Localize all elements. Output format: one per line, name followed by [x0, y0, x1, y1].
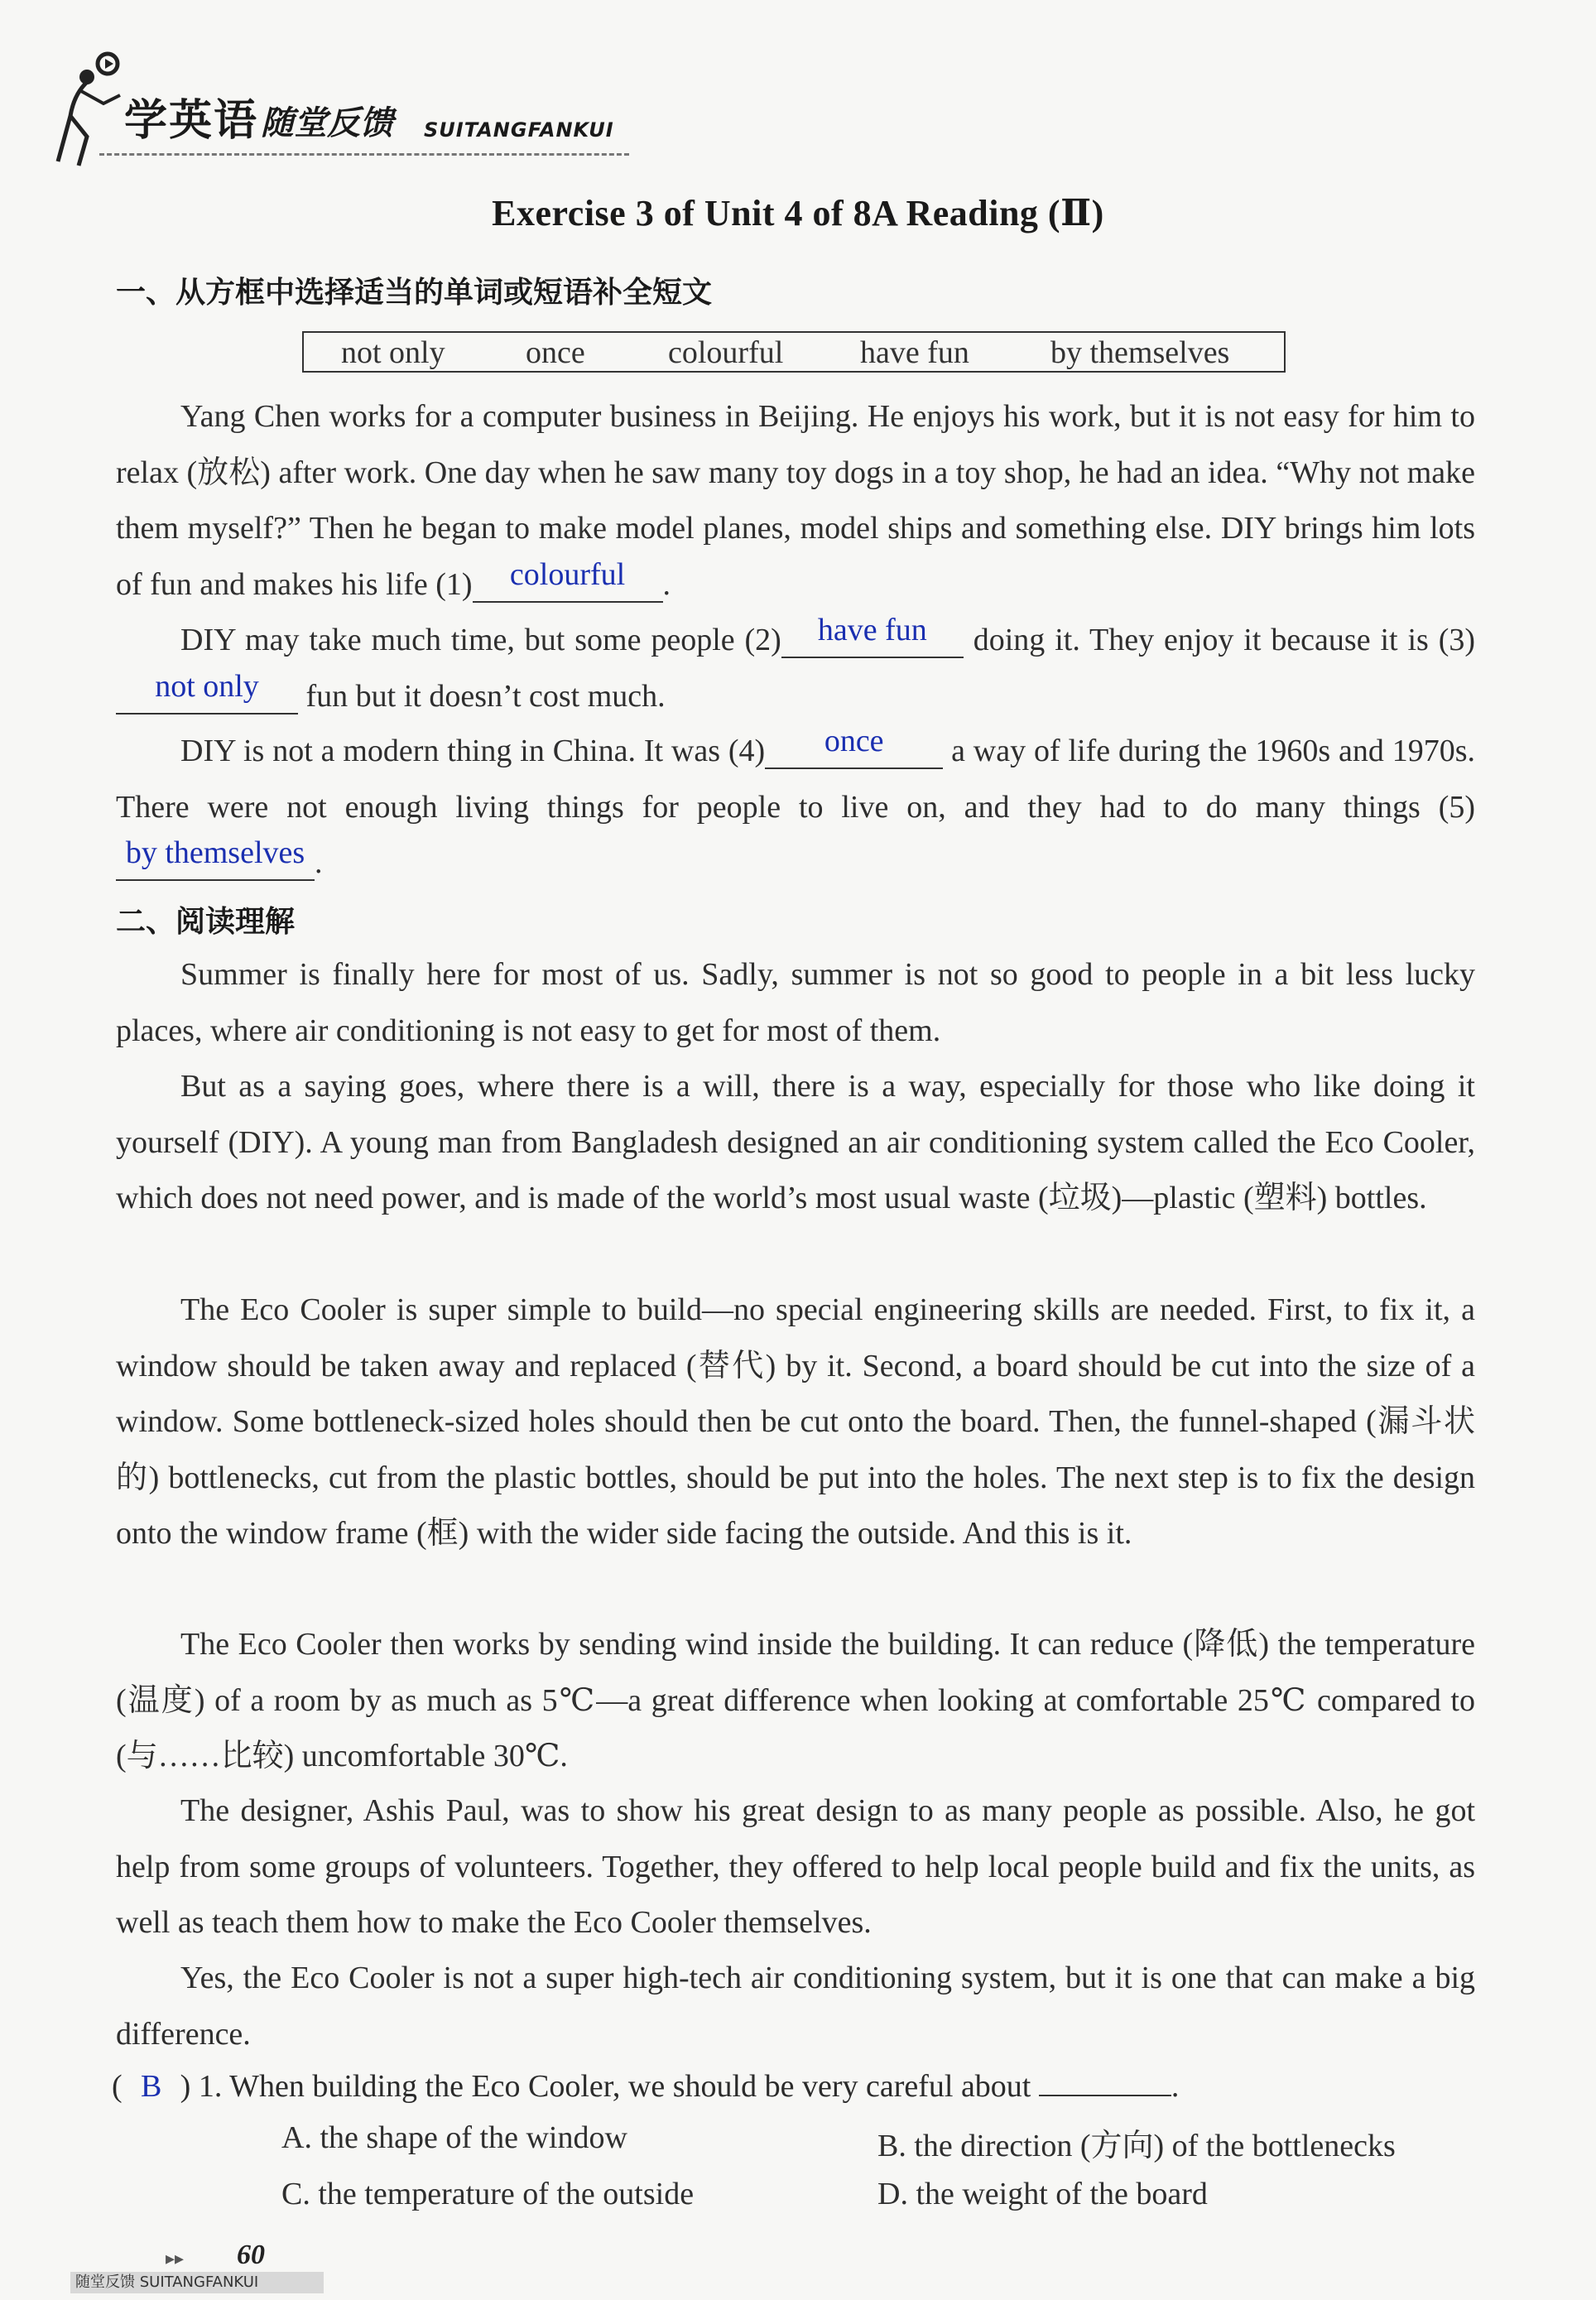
- answer-4: once: [824, 724, 884, 758]
- word-bank-item: once: [526, 335, 585, 370]
- option-c[interactable]: C. the temperature of the outside: [281, 2177, 695, 2211]
- reading-paragraph-1: Summer is finally here for most of us. Sadly, summer is not so good to people in a bit less lucky places, where air conditioning is not easy to get for most of them.: [116, 957, 1475, 1048]
- option-b[interactable]: B. the direction (方向) of the bottlenecks: [877, 2129, 1396, 2163]
- logo-divider: [99, 153, 629, 156]
- page-number: 60: [237, 2240, 265, 2270]
- passage1-paragraph1: Yang Chen works for a computer business in Beijing. He enjoys his work, but it is not easy for him to relax (放松) after work. One day when he saw many toy dogs in a toy shop, he had an idea. “Why not make them myself?” Then he began to make model planes, model ships and something else. DIY brings him lots of fun and makes his life (1) colourful .: [116, 399, 1475, 602]
- option-d[interactable]: D. the weight of the board: [877, 2177, 1208, 2211]
- logo-main-text: 学英语: [124, 96, 259, 146]
- word-bank-item: not only: [341, 335, 445, 370]
- word-bank-item: colourful: [668, 335, 784, 370]
- footer-strip: 随堂反馈 SUITANGFANKUI: [70, 2272, 324, 2293]
- word-bank-item: by themselves: [1050, 335, 1230, 370]
- logo-sub-text: 随堂反馈: [261, 104, 393, 142]
- reading-paragraph-6: Yes, the Eco Cooler is not a super high-tech air conditioning system, but it is one that can make a big difference.: [116, 1961, 1475, 2052]
- answer-blank-2: [781, 613, 964, 658]
- reading-paragraph-4: The Eco Cooler then works by sending wind inside the building. It can reduce (降低) the temperature (温度) of a room by as much as 5℃—a great difference when looking at comfortable 25℃ compared to (与……比较) uncomfortable 30℃.: [116, 1627, 1475, 1773]
- section2-heading: 二、阅读理解: [116, 905, 296, 939]
- reading-paragraph-5: The designer, Ashis Paul, was to show his great design to as many people as possible. Also, he got help from some groups of volunteers. Together, they offered to help local people build and fix the units, as well as teach them how to make the Eco Cooler themselves.: [116, 1793, 1475, 1940]
- runner-icon: [41, 46, 132, 170]
- question-1-text: 1. When building the Eco Cooler, we should be very careful about: [198, 2069, 1031, 2104]
- answer-5: by themselves: [125, 835, 305, 870]
- footer-arrow-icon: ▸▸: [166, 2248, 185, 2269]
- answer-blank-3: [116, 668, 298, 715]
- option-a[interactable]: A. the shape of the window: [281, 2120, 627, 2155]
- reading-paragraph-2: But as a saying goes, where there is a will, there is a way, especially for those who like doing it yourself (DIY). A young man from Bangladesh designed an air conditioning system called the Eco Cooler, which does not need power, and is made of the world’s most usual waste (垃圾)—plastic (塑料) bottles.: [116, 1069, 1475, 1215]
- reading-paragraph-3: The Eco Cooler is super simple to build—no special engineering skills are needed. First, to fix it, a window should be taken away and replaced (替代) by it. Second, a board should be cut into the size of a window. Some bottleneck-sized holes should then be cut onto the board. Then, the funnel-shaped (漏斗状的) bottlenecks, cut from the plastic bottles, should be put into the holes. The next step is to fix the design onto the window frame (框) with the wider side facing the outside. And this is it.: [116, 1292, 1475, 1551]
- answer-2: have fun: [817, 613, 927, 647]
- page-title: Exercise 3 of Unit 4 of 8A Reading (Ⅱ): [492, 193, 1104, 233]
- answer-blank-1: [473, 556, 663, 603]
- answer-blank-4: [765, 724, 943, 769]
- answer-bracket[interactable]: [123, 2068, 180, 2105]
- header-logo: [41, 46, 637, 170]
- word-bank-box: [302, 331, 1286, 373]
- answer-3: not only: [155, 668, 259, 704]
- logo-english-text: SUITANGFANKUI: [424, 118, 614, 142]
- answer-blank-5: [116, 835, 315, 881]
- question-1: ( B ) 1. When building the Eco Cooler, we should be very careful about .: [112, 2062, 1486, 2105]
- word-bank-item: have fun: [860, 335, 969, 370]
- passage1-paragraph3: DIY is not a modern thing in China. It was (4) once a way of life during the 1960s and 1970s. There were not enough living things for people to live on, and they had to do many things (5)by themselves .: [116, 724, 1476, 880]
- question-1-blank: [1039, 2062, 1171, 2096]
- blank-number: (1): [435, 566, 473, 602]
- section1-heading: 一、从方框中选择适当的单词或短语补全短文: [116, 276, 713, 310]
- passage1-paragraph2: DIY may take much time, but some people (2) have fun doing it. They enjoy it because it is (3)not only fun but it doesn’t cost much.: [116, 613, 1475, 724]
- answer-1: colourful: [509, 556, 626, 592]
- question-1-answer: B: [140, 2069, 162, 2104]
